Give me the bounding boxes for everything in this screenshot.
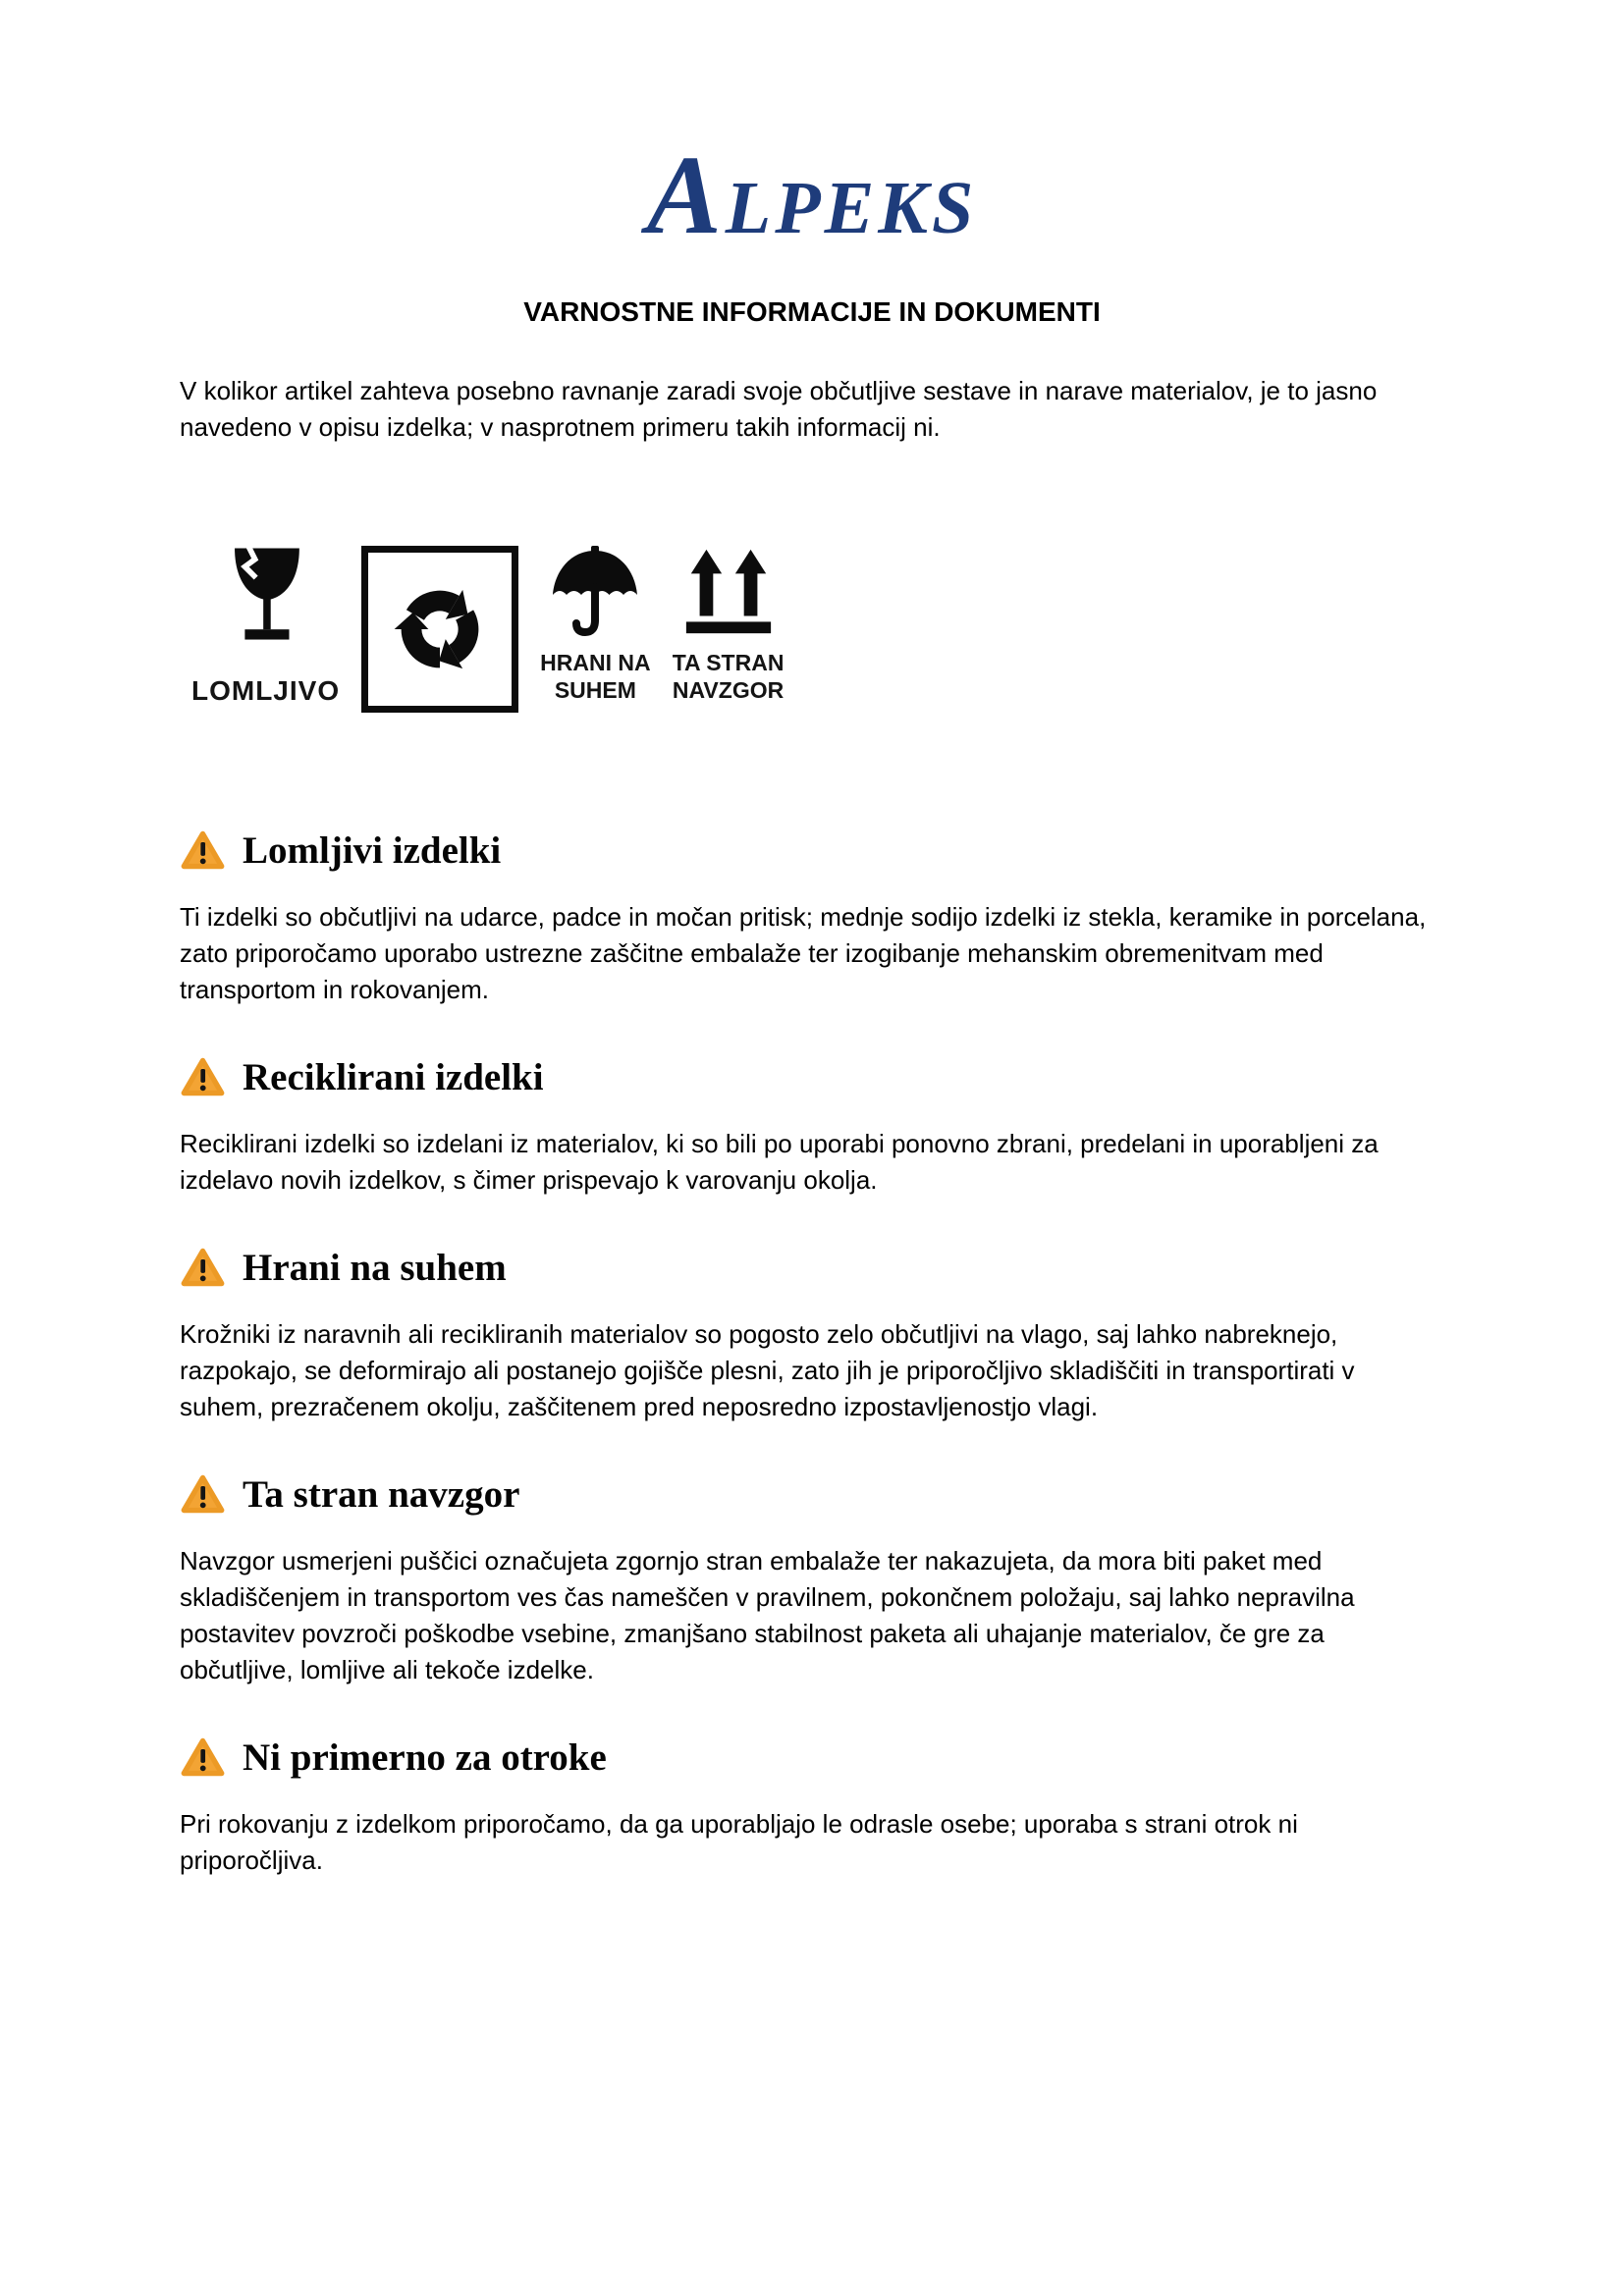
section-heading	[180, 828, 1444, 873]
section-keep-dry	[180, 1246, 1444, 1425]
broken-glass-icon	[220, 546, 312, 658]
umbrella-icon	[545, 546, 645, 642]
warning-icon	[180, 1736, 226, 1779]
section-title: Ni primerno za otroke	[243, 1736, 607, 1779]
section-body: Ti izdelki so občutljivi na udarce, padce in močan pritisk; mednje sodijo izdelki iz stekla, keramike in porcelana, zato priporočamo uporabo ustrezne zaščitne embalaže ter izogibanje mehanskim obremenitvam med transportom in rokovanjem.	[180, 902, 1427, 1004]
recycle-icon	[383, 572, 497, 686]
section-heading	[180, 1472, 1444, 1517]
section-body: Krožniki iz naravnih ali recikliranih materialov so pogosto zelo občutljivi na vlago, saj lahko nabreknejo, razpokajo, se deformirajo ali postanejo gojišče plesni, zato jih je priporočljivo skladiščiti in transportirati v suhem, prezračenem okolju, zaščitenem pred neposredno izpostavljenostjo vlagi.	[180, 1319, 1355, 1421]
section-recycled-products	[180, 1055, 1444, 1199]
company-logo: ALPEKS	[646, 133, 978, 257]
symbol-fragile	[191, 546, 340, 705]
document-title: VARNOSTNE INFORMACIJE IN DOKUMENTI	[523, 296, 1101, 327]
section-title: Ta stran navzgor	[243, 1473, 520, 1516]
section-this-side-up	[180, 1472, 1444, 1688]
section-body: Navzgor usmerjeni puščici označujeta zgornjo stran embalaže ter nakazujeta, da mora biti paket med skladiščenjem in transportom ves čas nameščen v pravilnem, pokončnem položaju, saj lahko nepravilna postavitev povzroči poškodbe vsebine, zmanjšano stabilnost paketa ali uhajanje materialov, če gre za občutljive, lomljive ali tekoče izdelke.	[180, 1546, 1355, 1684]
symbol-label-keep-dry-line1: HRANI NA	[540, 650, 651, 675]
warning-icon	[180, 1247, 226, 1289]
symbol-label-this-side-up-line1: TA STRAN	[672, 650, 785, 675]
section-body: Pri rokovanju z izdelkom priporočamo, da ga uporabljajo le odrasle osebe; uporaba s strani otrok ni priporočljiva.	[180, 1809, 1298, 1875]
symbol-label-keep-dry-line2: SUHEM	[554, 677, 636, 703]
symbol-label-keep-dry	[540, 649, 650, 704]
arrows-up-icon	[673, 546, 785, 642]
symbol-label-this-side-up-line2: NAVZGOR	[672, 677, 785, 703]
symbol-label-this-side-up	[673, 649, 785, 704]
symbol-label-fragile: LOMLJIVO	[191, 675, 341, 706]
intro-paragraph: V kolikor artikel zahteva posebno ravnanje zaradi svoje občutljive sestave in narave materialov, je to jasno navedeno v opisu izdelka; v nasprotnem primeru takih informacij ni.	[180, 376, 1378, 442]
section-title: Hrani na suhem	[243, 1247, 507, 1289]
symbol-keep-dry	[540, 546, 650, 704]
section-heading	[180, 1246, 1444, 1290]
warning-icon	[180, 1473, 226, 1516]
section-title: Reciklirani izdelki	[243, 1056, 544, 1098]
section-heading	[180, 1055, 1444, 1099]
section-not-for-children	[180, 1735, 1444, 1879]
symbol-recyclable	[361, 546, 518, 713]
symbol-this-side-up	[673, 546, 785, 704]
section-body: Reciklirani izdelki so izdelani iz materialov, ki so bili po uporabi ponovno zbrani, predelani in uporabljeni za izdelavo novih izdelkov, s čimer prispevajo k varovanju okolja.	[180, 1129, 1379, 1195]
packaging-symbols-row	[180, 546, 1444, 713]
section-fragile-products	[180, 828, 1444, 1008]
section-title: Lomljivi izdelki	[243, 829, 502, 872]
section-heading	[180, 1735, 1444, 1780]
warning-icon	[180, 829, 226, 872]
warning-icon	[180, 1056, 226, 1098]
